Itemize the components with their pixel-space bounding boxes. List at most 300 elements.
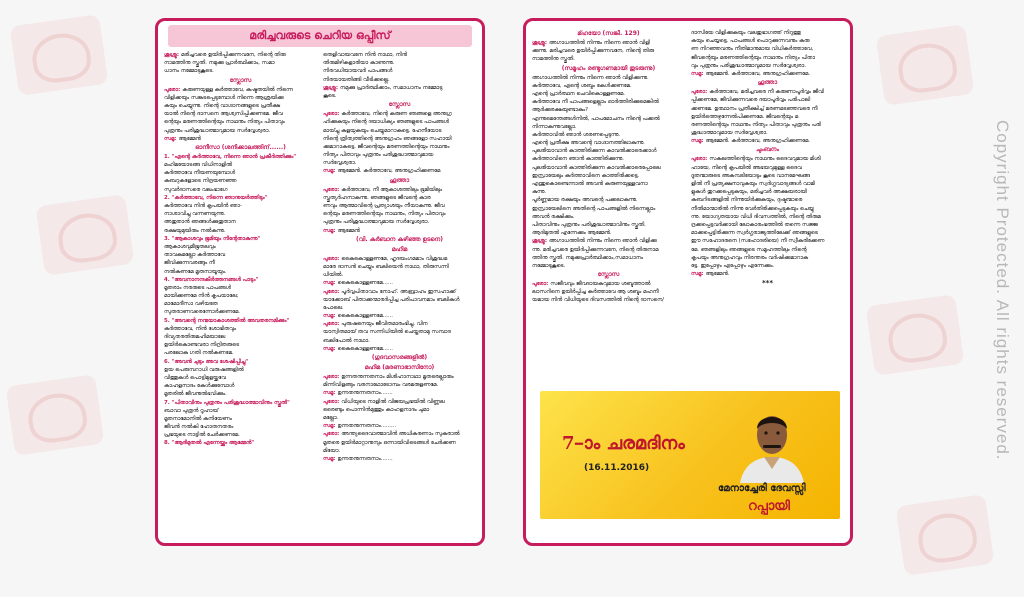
text-line [323,127,476,135]
text-line [532,221,685,229]
speaker-label: പുരോ: [164,86,181,93]
text-line [532,106,685,114]
line-text: കൈകൊള്ളണമേ...... [337,313,394,320]
text-line [691,188,844,196]
text-line [691,54,844,62]
text-line [532,90,685,98]
text-line [164,110,317,118]
text-line [691,129,844,137]
text-line [164,325,317,333]
line-text: അഗാധത്തിൽ നിന്നും നിന്നെ ഞാൻ വിളി [549,40,651,46]
speaker-label: പുരോ: [323,111,340,118]
speaker-label: പുരോ: [323,255,340,262]
line-text: മായിക്കണമേ നിൻ കൃപയാലേ; [164,293,239,300]
section-heading: സ്ലോസ [388,101,411,109]
text-line [164,382,317,390]
line-text: എന്റെ പ്രതീക്ഷ അവന്റെ വാഗ്ദാനത്തിലാകുന്നു. [532,140,645,147]
right-page-column-1 [532,29,685,383]
line-text: ഹായേ, നിന്റെ കൃപയിൽ അഭയവുമുള്ള ദൈവ [691,164,802,171]
section-heading: ഹൂത്താ [389,176,410,184]
verse-number: 7. [164,399,170,406]
line-text: ട്ടേ. ഇപ്പോഴും എപ്പോഴും എന്നേക്കും. [691,262,775,269]
text-line [532,229,685,237]
line-text: ജീവിക്കുന്നവരങ്ങും നീ [164,260,215,267]
hymn-verse-title [164,439,317,447]
text-line [323,218,476,226]
text-line [323,227,476,235]
line-text: കാഹളനാദം കേൾക്കുമ്പോൾ [164,383,235,390]
text-line [691,113,844,121]
line-text: ഉയിർകൊണ്ടവരാ നിദ്രിതരുടെ [164,342,240,349]
text-line [532,74,685,82]
line-text: ഉന്നതനുന്നതനാം മിശിഹാനാഥാ മൃതരെല്ലാരും [341,374,454,380]
speaker-label: ശുശ്രൂ: [164,52,179,58]
text-line [164,127,317,135]
text-line [691,180,844,188]
verse-number: 1. [164,153,170,160]
text-line [323,439,476,447]
line-text: കൂടെ. [323,92,337,99]
text-line [164,102,317,110]
line-text: തെളിവായവനേ നിൻ നാഥാ, നിൻ [323,52,407,58]
verse-title-text: "കർത്താവേ, നിന്നെ ഞാനുയർത്തിടും" [171,194,268,201]
line-text: മാരേ ദാസൻ ചെയ്യും ബലിയെൻ നാഥാ, തിരുസന്നി [323,263,449,270]
line-text: സകലത്തിന്റെയും നാഥനും ദൈവവുമായ മിശി [709,156,821,163]
verse-title-text: "ആദിമുതൽ എന്നേയ്ക്കും ആമ്മേൻ" [171,440,255,447]
line-text: നൽകണമേ മൃതനായൂയും. [164,268,227,275]
text-line [691,88,844,96]
text-line [323,345,476,353]
hymn-verse-title [164,153,317,161]
background-logo-icon [6,374,105,456]
line-text: വിധിയുടെ നാളിൽ വിജയപ്രഭയിൽ വിണ്ണല [341,398,445,405]
text-line [323,84,476,92]
line-text: ആകാശവുമീഭൂതലവും [164,243,216,250]
text-line [164,268,317,276]
line-text: നിന്നാകുന്നുവല്ലോ. [532,123,577,130]
text-line [323,167,476,175]
line-text: ക്കുന്നു. മരിച്ചവരെ ഉയിർപ്പിക്കുന്നവനേ, നിന്റെ തിരു [532,48,654,55]
text-line [691,254,844,262]
left-page-column-1 [164,51,317,537]
text-line [532,164,685,172]
line-text: നാമത്തിനു സ്തുതി. നമുക്കു പ്രാർത്ഥിക്കാം, സമാ [164,60,275,67]
hymn-verse-title [164,358,317,366]
text-line [532,180,685,188]
line-text: മൃതനാമോനിൽ കനിയേണം [164,415,232,422]
line-text: കർത്താവേ, മരിച്ചവരെ നീ കരുണാപൂർവ്വം ജീവി [709,89,825,96]
line-text: അവൻ രക്ഷിക്കും. [532,213,575,220]
text-line [164,292,317,300]
line-text: കൈകൊള്ളണമേ...... [337,345,394,352]
line-text: സജീവവും ജീവദായകവുമായ ശബ്ദത്താൽ [550,281,651,288]
line-text: കൈകൊള്ളണമേ, ഹൃദയംഗമമാം വിശുദ്ധമ [341,255,448,262]
text-line [532,147,685,155]
text-line [532,296,685,304]
text-line [691,121,844,129]
line-text: ആദിമുതൽ എന്നേക്കും ആമ്മേൻ. [532,230,612,237]
text-line [323,414,476,422]
verse-number: 5. [164,317,170,324]
text-line [691,270,844,278]
text-line [691,196,844,204]
text-line [323,110,476,118]
text-line [691,237,844,245]
line-text: പ്രഭയുടെ നാട്ടിൽ ചേർക്കണമേ. [164,432,240,439]
line-text: നിരയായതിങ്ങി വീടിക്കല്ലെ. [323,76,390,83]
text-line [164,51,317,59]
text-line [323,92,476,100]
text-line [323,279,476,287]
text-line [323,447,476,455]
line-text: ഉയിർത്തെഴുന്നേൽപിക്കണമേ. ജീവന്റെയും മ [691,113,799,120]
text-line [323,59,476,67]
text-line [323,76,476,84]
text-line [532,115,685,123]
text-line [164,67,317,75]
line-text: നിന്റെ ത്രിത്വത്തിന്റെ അനുഗ്രഹം ഞങ്ങളോ സഹായി [323,135,452,142]
line-text: ആമ്മേൻ. [705,271,730,278]
line-text: എന്തുകൊണ്ടെന്നാൽ അവൻ കരുണയുള്ളവനാ [532,181,648,187]
line-text: കർത്താവേ, നിന്റെ കരുണ ഞങ്ങളെ അനുഗ്ര [341,111,452,118]
speaker-label: പുരോ: [532,281,549,288]
memorial-name-line2: റപ്പായി [748,499,790,514]
line-text: ബാവാ പുത്രൻ റൂഹായ് [164,407,219,414]
line-text: പുത്രനും പരിശുദ്ധാത്മാവുമായ സർവ്വേശ്വരാ. [164,127,271,134]
line-text: മഹിമയോടങ്ങ വിധിനാളിൽ [164,162,233,169]
text-line [164,423,317,431]
line-text: ഈ സഹോദരനെ (സഹോദരിയെ) നീ സ്വീകരിക്കേണ [691,238,825,245]
speaker-label: സമൂ: [323,227,336,234]
text-line [164,218,317,226]
verse-number: 8. [164,440,170,447]
speaker-label: പുരോ: [691,156,708,163]
verse-number: 3. [164,235,170,242]
speaker-label: സമൂ: [323,390,336,397]
memorial-banner [540,391,840,519]
text-line [164,407,317,415]
line-text: ന്റെയും മരണത്തിന്റെയും നാഥനും നിത്യം പിതാവും [164,119,285,126]
line-text: ആമ്മേൻ [178,135,201,142]
line-text: അഗാധത്തിൽ നിന്നും നിന്നെ ഞാൻ വിളിക്കുന്നു. [532,74,649,81]
memorial-date: (16.11.2016) [584,463,650,473]
line-text: ന്നു. യോഗ്യതയായ വിധി ദിവസത്തിൽ, നിന്റെ തിരുമ [691,213,821,220]
line-text: മിയോ. [323,447,341,454]
line-text: അഗാധത്തിൽ നിന്നും നിന്നെ ഞാൻ വിളിക്കു [549,238,657,245]
text-line [691,62,844,70]
text-line [164,390,317,398]
line-text: അതുതാൻ ഞങ്ങൾക്കുതുതാന [164,219,236,226]
text-line [323,328,476,336]
text-line [164,210,317,218]
line-text: ക്കുമാറാകട്ടെ. ജീവന്റെയും മരണത്തിന്റെയും നാഥനും [323,143,450,150]
line-text: രണത്തിന്റെയും നാഥനും നിത്യം പിതാവും പുത്രനും പരി [691,121,821,128]
text-line [164,341,317,349]
section-heading: മ്ഹയോ (സങ്കീ. 129) [577,30,640,37]
text-line [532,262,685,270]
left-page-column-2 [323,51,476,537]
text-line [323,389,476,397]
text-line [532,98,685,106]
line-text: ബലിപോൽ നാഥാ. [323,337,370,344]
line-text: നാശാവിച്ചു വന്നണയുന്നു. [164,211,226,218]
speaker-label: സമൂ: [323,168,336,175]
section-heading: ഹൂത്താ [757,79,778,87]
line-text: പുലരിയാവാൻ കാത്തിരിക്കുന്ന കാവൽക്കാരെക്കാൾ [532,148,657,155]
speaker-label: സമൂ: [164,135,177,142]
line-text: മേ. ഞങ്ങളിലും ഞങ്ങളുടെ സമൂഹത്തിലും നിന്റെ [691,246,807,253]
speaker-label: സമൂ: [323,423,336,430]
line-text: പുത്രനും പരിശുദ്ധാത്മാവുമായ സർവ്വേശ്വരാ. [323,219,430,226]
line-text: കബറിടങ്ങളിൽ നിന്നുയിർക്കുകയും, ദുഷ്ടന്മാരെ [691,197,803,204]
verse-number: 4. [164,276,170,283]
verse-title-text: "അവൻ ചുടും അവ ശേഷിപ്പിച്ചു" [171,358,249,365]
line-text: അന്ത്യദൈവാത്മാവിൻ അധികരണാം സുകരാൽ [341,431,460,438]
verse-number: 2. [164,194,170,201]
text-line [323,430,476,438]
text-line [164,251,317,259]
text-line [532,123,685,131]
text-line [164,177,317,185]
text-line [323,194,476,202]
text-line [323,135,476,143]
line-text: ആമ്മേൻ. കർത്താവേ, അനുഗ്രഹിക്കണമേ. [705,70,810,77]
background-logo-icon [876,24,975,106]
hymn-verse-title [164,235,317,243]
section-heading: സ്ലോസ [597,271,620,279]
line-text: ഇസ്രായേലും കർത്താവിനെ കാത്തിരിക്കട്ടെ. [532,172,640,179]
text-line [323,186,476,194]
text-line [164,300,317,308]
text-line [532,139,685,147]
line-text: നിരവധിയായവർ പാപങ്ങൾ [323,68,393,75]
speaker-label: ശുശ്രൂ: [532,40,547,46]
text-line [691,105,844,113]
verse-title-text: "അവനാനന്ദകീർത്തനങ്ങൾ പാടും" [171,276,259,283]
speaker-label: സമൂ: [323,345,336,352]
speaker-label: സമൂ: [323,280,336,287]
text-line [323,422,476,430]
line-text: മരിച്ചവരെ ഉയിർപ്പിക്കുന്നവനേ, നിന്റെ തിരു [181,52,286,58]
line-text: ശുദ്ധാത്മാവുമായ സർവ്വേശ്വരാ. [691,130,768,137]
text-line [164,118,317,126]
line-text: മാമോദീസാ വഴിയതേ [164,301,218,308]
text-line [691,213,844,221]
section-heading: ഓനീസാ (ശനിക്കാലത്തിന്......) [195,143,286,151]
memorial-name-line1: മേനാച്ചേരി ദേവസ്സി [718,483,806,494]
text-line [323,202,476,210]
line-text: എന്നുമെന്തേങ്ങൾനിൽ, പാപമോചനം നിന്റെ പക്കൽ [532,115,660,122]
text-line [691,229,844,237]
text-line [691,246,844,254]
line-text: ളുകൾ തുറക്കപ്പെടുകയും, മരിച്ചവർ അക്ഷയരായി [691,189,807,196]
line-text: കർത്താവേ, നിൻ ശോഭിതവും [164,325,236,332]
line-text: കർത്താവേ നീ പാപങ്ങളെല്ലാം ഓർത്തിരിക്കുമെങ്കിൽ [532,99,659,106]
text-line [323,143,476,151]
text-line [323,118,476,126]
line-text: പോലെ. [323,304,344,311]
text-line [164,59,317,67]
section-heading: (സമൂഹം രണ്ടുഗണമായി തുടരുന്നു) [561,64,656,72]
line-text: നമുക്കു പ്രാർത്ഥിക്കാം, സമാധാനം നമ്മോടു [340,84,443,91]
line-text: ദൂതന്മാരുടെ അകമ്പടിയോടും കൂടെ വാനമേഘങ്ങ [691,172,810,179]
section-heading: (വി. കുർബാന കഴിഞ്ഞ ഉടനെ) [356,235,443,243]
section-heading: സ്ലോസ [229,76,252,84]
line-text: നിത്യം പിതാവും പുത്രനും പരിശുദ്ധാത്മാവുമായ [323,152,434,159]
line-text: ജീവൻ നൽകി ഹോതനതരം [164,424,234,431]
speaker-label: സമൂ: [691,138,704,145]
portrait-photo [736,401,808,483]
text-line [323,304,476,312]
line-text: കർത്താവേ നീയണയുമ്പോൾ [164,170,236,177]
background-logo-icon [36,194,135,276]
text-line [323,406,476,414]
text-line [164,94,317,102]
text-line [164,135,317,143]
line-text: ണവും ആത്മാവിന്റെ പ്രത്യാശയും നീയാകുന്നു. ജീവ [323,203,445,209]
line-text: യാക്കോബ് പിതാക്കന്മാരർപ്പിച്ച പരിപാവനമാം ബലികൾ [323,296,460,303]
line-text: മാക്കപ്പെട്ടിരിക്കുന്ന സ്വർഗ്ഗരാജ്യത്തിലേക്ക് ഞങ്ങളുടെ [691,230,818,237]
text-line [532,246,685,254]
verse-title-text: "അവന്റെ നന്മയാകാശത്തിൽ അവതരനമിക്കും" [171,317,290,324]
text-line [323,398,476,406]
background-logo-icon [10,14,109,96]
line-text: കർത്താവേ, എന്റെ ശബ്ദം കേൾക്കണമേ. [532,82,632,89]
speaker-label: പുരോ: [323,321,340,328]
text-line [164,169,317,177]
line-text: കബറുകളോടെ നിദ്രയണഞ്ഞ [164,178,237,185]
text-line [164,86,317,94]
text-line [164,259,317,267]
line-text: പ്പിക്കണമേ, ജീവിക്കുന്നവരെ ദയാപൂർവ്വം പരിപാലി [691,97,811,104]
section-heading: മഹിമ (മരണാഭാസിനോ) [364,364,435,371]
line-text: കൃപയും അനുഗ്രഹവും നിരന്തരം വർഷിക്കുമാറാക [691,254,808,261]
hymn-verse-title [164,194,317,202]
text-line [532,39,685,47]
text-line [532,155,685,163]
text-line [164,308,317,316]
text-line [691,262,844,270]
text-line [532,188,685,196]
text-line [164,243,317,251]
line-text: ന്റെയും മരണത്തിന്റെയും നാഥനും, നിത്യം പിതാവും [323,211,446,218]
text-line [164,161,317,169]
text-line [323,151,476,159]
line-text: ആമ്മേൻ. കർത്താവേ, അനുഗ്രഹിക്കണമേ. [705,138,810,145]
line-text: ഇസ്രായേലിനെ അതിന്റെ പാപങ്ങളിൽ നിന്നെല്ലാം [532,205,656,212]
text-line [323,381,476,389]
line-text: മായ്ച്ചു കളയുകയും ചെയ്യുമാറാകട്ടെ. ഹേനീയോട [323,127,442,134]
verse-title-text: "ആകാശവും ഭൂമിയും നിന്റേതാകുന്നു" [171,235,261,242]
text-line [532,82,685,90]
line-text: സ്തുത്യർഹനാകുന്നു. ഞങ്ങളുടെ ജീവന്റെ കാര [323,194,431,201]
speaker-label: പുരോ: [691,89,708,96]
text-line [323,337,476,345]
line-text: ദിവ്യതരതിരുമഹിമയാലേ [164,334,226,340]
background-logo-icon [896,494,995,576]
text-line [532,280,685,288]
text-line [323,255,476,263]
text-line [691,37,844,45]
text-line [532,172,685,180]
line-text: മിന്നിവിളങ്ങും വരനാഥോടോമ്പം വരമരുളണമേ. [323,382,439,389]
line-text: യമായ നിൻ വിധിയുടെ ദിവസത്തിൽ നിന്റെ ദാസനെ/ [532,297,664,304]
speaker-label: പുരോ: [323,398,340,405]
line-text: ക്കണമേ. ഉത്ഥാനം പ്രതീക്ഷിച്ച് മരണമടഞ്ഞവരെ നീ [691,105,818,112]
line-text: പിതാവിനും പുത്രനും പരിശുദ്ധാത്മാവിനും സ്തുതി. [532,221,646,228]
line-text: നീതിമാന്മാരിൽ നിന്നു വേർതിരിക്കപ്പെടുകയും ചെയ്യു [691,205,814,212]
line-text: ആമ്മേൻ. കർത്താവേ, അനുഗ്രഹിക്കണമേ [337,168,441,175]
speaker-label: ശുശ്രൂ: [323,84,338,91]
speaker-label: ശുശ്രൂ: [532,238,547,245]
text-line [164,349,317,357]
line-text: ലാസറിനെ ഉയിർപ്പിച്ച കർത്താവേ ആ ശബ്ദം മഹനീ [532,289,659,296]
text-line [164,374,317,382]
line-text: മൃതരെ ഉയിർമാറ്റാനുമ്പും ഒന്നായിവിടെങ്ങൾ ചേർക്കണ [323,439,456,446]
text-line [323,67,476,75]
line-text: ദ്രക്കപ്പെട്ടവർക്കായി ലോകാരംഭത്തിൽ തന്നെ സജ്ജ [691,221,818,228]
text-line [164,366,317,374]
speaker-label: പുരോ: [323,186,340,193]
line-text: സുതരാണവരെന്നോർക്കണമേ. [164,309,240,316]
line-text: കയും ചെയ്യുന്നു. നിന്റെ വാഗ്ദാനങ്ങളുടെ പ്രതീക്ഷ [164,102,280,109]
line-text: പുരുഷനെയും ജീവിതമാരംഭിച്ചു. വിന [341,321,428,328]
line-text: ഉന്നതനുന്നതനാം....... [337,455,393,462]
line-text: രൈണ്ടും പൊന്നിൻമുത്തും കാഹളനാദം ചുമാ [323,406,430,413]
line-text: രക്ഷയുമുയിരും നൽകുന്നു. [164,227,226,234]
line-text: തിരുമിഴികളാരിയാ കാണുന്നു. [323,60,395,67]
line-text: മല്ലോ. [323,414,339,421]
line-text: കൈകൊള്ളണമേ...... [337,280,394,287]
text-line [691,205,844,213]
line-text: സുവർദാസരെ വലംഭാഗേ [164,186,228,193]
line-text: എന്റെ പ്രാർത്ഥന ചെവികൊള്ളണമേ. [532,90,626,97]
text-line [691,137,844,145]
speaker-label: സമൂ: [691,70,704,77]
left-page [155,18,485,546]
hymn-verse-title [164,399,317,407]
text-line [164,431,317,439]
text-line [532,237,685,245]
line-text: പുലരിയാവാൻ കാത്തിരിക്കുന്ന കാവൽക്കാരെപ്പോലെ [532,164,661,171]
line-text: വിത്തുകൾ പൊട്ടിമുളയ്ക്കവേ [164,374,226,381]
text-line [532,131,685,139]
line-text: താവകമല്ലോ കർത്താവേ [164,252,225,259]
text-line [323,288,476,296]
text-line [164,284,317,292]
line-text: ദാസിയേ വിളിക്കുകയും വലതുഭാഗത്ത് നിറുത്തു [691,30,801,36]
text-line [164,415,317,423]
speaker-label: സമൂ: [323,455,336,462]
speaker-label: പുരോ: [323,374,340,380]
text-line [323,271,476,279]
line-text: ആമ്മേൻ [337,227,360,234]
line-text: ഉന്നതനുന്നതനാം....... [337,390,393,397]
text-line [323,210,476,218]
text-line [323,320,476,328]
text-line [323,159,476,167]
text-line [691,221,844,229]
speaker-label: സമൂ: [323,313,336,320]
verse-title-text: "പിതാവിനും പുത്രനും പരിശുദ്ധാത്മാവിനും സ്തുതി" [171,399,290,406]
text-line [532,55,685,63]
text-line [691,96,844,104]
verse-title-text: "എന്റെ കർത്താവേ, നിന്നെ ഞാൻ പ്രകീർത്തിക്കും" [171,153,297,160]
line-text: കുന്നു. [532,189,547,196]
text-line [323,296,476,304]
line-text: കയും ചെയ്യട്ടെ. പാപങ്ങൾ പൊറുക്കുന്നവനും കരു [691,38,810,45]
line-text: മൃതരാം നരരുടെ പാപങ്ങൾ [164,284,231,291]
